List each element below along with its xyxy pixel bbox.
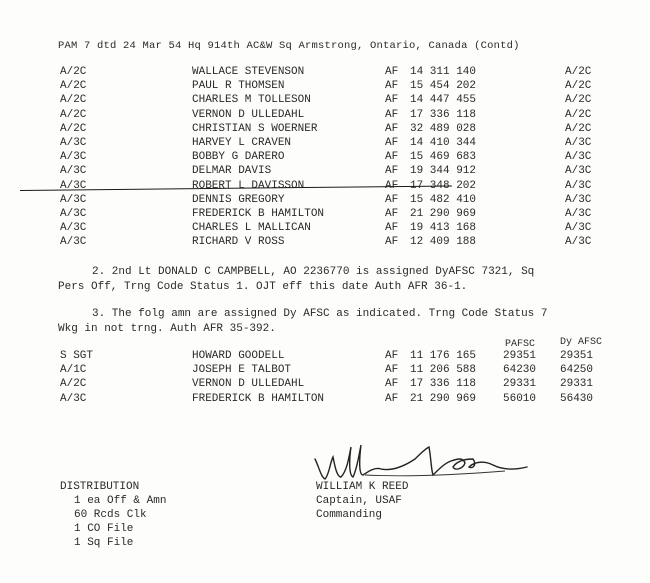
dyafsc-cell: 29351 xyxy=(560,350,594,362)
grade-cell: A/1C xyxy=(60,364,87,377)
af-prefix-cell: AF xyxy=(385,108,399,121)
grade-cell: A/2C xyxy=(565,66,592,78)
dyafsc-cell: 56430 xyxy=(560,392,594,405)
roster-row xyxy=(0,109,650,123)
af-prefix-cell: AF xyxy=(385,80,399,93)
grade-cell: S SGT xyxy=(60,350,94,362)
distribution-item: 1 ea Off & Amn xyxy=(74,495,167,507)
grade-cell: A/3C xyxy=(60,392,87,405)
serial-number-cell: 14 410 344 xyxy=(410,137,477,149)
af-prefix-cell: AF xyxy=(385,222,399,235)
name-cell: HARVEY L CRAVEN xyxy=(192,137,292,149)
name-cell: CHARLES L MALLICAN xyxy=(192,222,311,235)
grade-cell: A/3C xyxy=(565,193,592,206)
af-prefix-cell: AF xyxy=(385,208,399,220)
pafsc-cell: 56010 xyxy=(503,392,537,405)
af-prefix-cell: AF xyxy=(385,179,399,192)
af-prefix-cell: AF xyxy=(385,94,399,107)
serial-number-cell: 14 311 140 xyxy=(410,66,477,78)
roster-row xyxy=(0,194,650,208)
grade-cell: A/3C xyxy=(565,236,592,249)
assignment-row xyxy=(0,364,650,378)
pafsc-column-header: PAFSC xyxy=(505,339,536,350)
af-prefix-cell: AF xyxy=(385,236,399,249)
grade-cell: A/3C xyxy=(60,137,87,149)
grade-cell: A/3C xyxy=(565,222,592,235)
af-prefix-cell: AF xyxy=(385,66,399,78)
grade-cell: A/2C xyxy=(565,108,592,121)
signer-rank: Captain, USAF xyxy=(316,495,402,507)
roster-row xyxy=(0,137,650,151)
serial-number-cell: 15 482 410 xyxy=(410,193,477,206)
af-prefix-cell: AF xyxy=(385,392,399,405)
roster-row xyxy=(0,94,650,108)
serial-number-cell: 21 290 969 xyxy=(410,208,477,220)
af-prefix-cell: AF xyxy=(385,378,399,391)
serial-number-cell: 21 290 969 xyxy=(410,392,477,405)
name-cell: WALLACE STEVENSON xyxy=(192,66,305,78)
signature-image xyxy=(305,437,535,487)
grade-cell: A/3C xyxy=(60,179,87,192)
roster-row xyxy=(0,208,650,222)
serial-number-cell: 14 447 455 xyxy=(410,94,477,107)
name-cell: BOBBY G DARERO xyxy=(192,151,285,164)
grade-cell: A/3C xyxy=(565,137,592,149)
assignment-row xyxy=(0,393,650,407)
serial-number-cell: 12 409 188 xyxy=(410,236,477,249)
name-cell: FREDERICK B HAMILTON xyxy=(192,392,325,405)
serial-number-cell: 11 206 588 xyxy=(410,364,477,377)
paragraph-2-line-1: 2. 2nd Lt DONALD C CAMPBELL, AO 2236770 is assigned DyAFSC 7321, Sq xyxy=(92,266,535,278)
dyafsc-column-header: Dy AFSC xyxy=(560,337,603,348)
grade-cell: A/3C xyxy=(60,236,87,249)
name-cell: VERNON D ULLEDAHL xyxy=(192,378,305,391)
distribution-item: 1 Sq File xyxy=(74,537,134,549)
grade-cell: A/2C xyxy=(60,80,87,93)
grade-cell: A/3C xyxy=(565,165,592,178)
paragraph-2-line-2: Pers Off, Trng Code Status 1. OJT eff this date Auth AFR 36-1. xyxy=(58,281,468,293)
serial-number-cell: 15 454 202 xyxy=(410,80,477,93)
document-header: PAM 7 dtd 24 Mar 54 Hq 914th AC&W Sq Armstrong, Ontario, Canada (Contd) xyxy=(58,40,520,52)
name-cell: DENNIS GREGORY xyxy=(192,193,285,206)
grade-cell: A/3C xyxy=(565,179,592,192)
distribution-title: DISTRIBUTION xyxy=(60,481,140,493)
distribution-item: 1 CO File xyxy=(74,523,134,535)
name-cell: DELMAR DAVIS xyxy=(192,165,272,178)
signer-role: Commanding xyxy=(316,509,383,521)
grade-cell: A/3C xyxy=(60,151,87,164)
grade-cell: A/2C xyxy=(60,378,87,391)
grade-cell: A/2C xyxy=(60,94,87,107)
grade-cell: A/3C xyxy=(60,193,87,206)
serial-number-cell: 15 469 683 xyxy=(410,151,477,164)
paragraph-3-line-1: 3. The folg amn are assigned Dy AFSC as indicated. Trng Code Status 7 xyxy=(92,308,548,320)
distribution-item: 60 Rcds Clk xyxy=(74,509,147,521)
name-cell: VERNON D ULLEDAHL xyxy=(192,108,305,121)
roster-row xyxy=(0,236,650,250)
assignment-row xyxy=(0,350,650,364)
grade-cell: A/2C xyxy=(60,122,87,135)
af-prefix-cell: AF xyxy=(385,122,399,135)
grade-cell: A/2C xyxy=(565,122,592,135)
paragraph-3-line-2: Wkg in not trng. Auth AFR 35-392. xyxy=(58,323,276,335)
roster-row xyxy=(0,123,650,137)
name-cell: FREDERICK B HAMILTON xyxy=(192,208,325,220)
name-cell: CHARLES M TOLLESON xyxy=(192,94,311,107)
assignment-row xyxy=(0,378,650,392)
serial-number-cell: 17 336 118 xyxy=(410,378,477,391)
grade-cell: A/3C xyxy=(60,165,87,178)
roster-row xyxy=(0,151,650,165)
grade-cell: A/3C xyxy=(60,222,87,235)
name-cell: CHRISTIAN S WOERNER xyxy=(192,122,318,135)
dyafsc-cell: 64250 xyxy=(560,364,594,377)
serial-number-cell: 19 344 912 xyxy=(410,165,477,178)
roster-row xyxy=(0,80,650,94)
grade-cell: A/2C xyxy=(60,66,87,78)
grade-cell: A/3C xyxy=(565,208,592,220)
serial-number-cell: 11 176 165 xyxy=(410,350,477,362)
roster-row xyxy=(0,165,650,179)
pafsc-cell: 29351 xyxy=(503,350,537,362)
serial-number-cell: 19 413 168 xyxy=(410,222,477,235)
name-cell: ROBERT L DAVISSON xyxy=(192,179,305,192)
name-cell: HOWARD GOODELL xyxy=(192,350,285,362)
serial-number-cell: 17 348 202 xyxy=(410,179,477,192)
af-prefix-cell: AF xyxy=(385,151,399,164)
roster-row xyxy=(0,66,650,80)
roster-row xyxy=(0,222,650,236)
name-cell: RICHARD V ROSS xyxy=(192,236,285,249)
af-prefix-cell: AF xyxy=(385,350,399,362)
serial-number-cell: 17 336 118 xyxy=(410,108,477,121)
grade-cell: A/2C xyxy=(565,94,592,107)
name-cell: JOSEPH E TALBOT xyxy=(192,364,292,377)
grade-cell: A/2C xyxy=(565,80,592,93)
serial-number-cell: 32 489 028 xyxy=(410,122,477,135)
grade-cell: A/2C xyxy=(60,108,87,121)
grade-cell: A/3C xyxy=(565,151,592,164)
pafsc-cell: 64230 xyxy=(503,364,537,377)
pafsc-cell: 29331 xyxy=(503,378,537,391)
af-prefix-cell: AF xyxy=(385,165,399,178)
af-prefix-cell: AF xyxy=(385,364,399,377)
af-prefix-cell: AF xyxy=(385,137,399,149)
name-cell: PAUL R THOMSEN xyxy=(192,80,285,93)
grade-cell: A/3C xyxy=(60,208,87,220)
af-prefix-cell: AF xyxy=(385,193,399,206)
dyafsc-cell: 29331 xyxy=(560,378,594,391)
signer-name: WILLIAM K REED xyxy=(316,481,409,493)
